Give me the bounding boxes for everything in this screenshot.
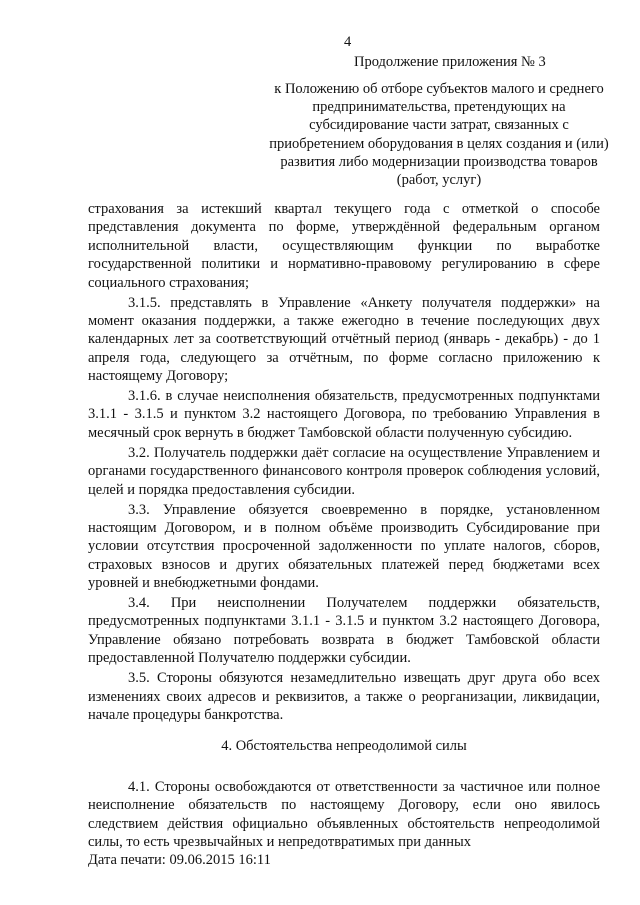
section-heading: 4. Обстоятельства непреодолимой силы xyxy=(221,738,467,754)
paragraph-3-4: 3.4. При неисполнении Получателем поддержки обязательств, предусмотренных подпунктами 3.1.1 - 3.1.5 и пунктом 3.2 настоящего Договора, Управление обязано потребовать возврата в бюджет Тамбовской области предоставленной Получателю поддержки субсидии. xyxy=(88,595,600,667)
paragraph-4-1: 4.1. Стороны освобождаются от ответственности за частичное или полное неисполнение обязательств по настоящему Договору, если оно явилось следствием действия официально объявленных обстоятельств непреодолимой силы, то есть чрезвычайных и непредотвратимых при данных xyxy=(88,779,600,851)
section-4-body xyxy=(88,778,600,852)
paragraph-3-2: 3.2. Получатель поддержки даёт согласие на осуществление Управлением и органами государственного финансового контроля проверок соблюдения условий, целей и порядка предоставления субсидии. xyxy=(88,444,600,498)
paragraph-3-5: 3.5. Стороны обязуются незамедлительно извещать друг друга обо всех изменениях своих адресов и реквизитов, а также о реорганизации, ликвидации, начале процедуры банкротства. xyxy=(88,670,600,723)
page-number: 4 xyxy=(344,34,352,50)
appendix-reference: к Положению об отборе субъектов малого и среднего предпринимательства, претендующих на субсидирование части затрат, связанных с приобретением оборудования в целях создания и (или) развития либо модернизации производства товаров (работ, услуг) xyxy=(269,81,609,189)
paragraph-continuation: страхования за истекший квартал текущего года с отметкой о способе представления документа по форме, утверждённой федеральным органом исполнительной власти, осуществляющим функции по выработке государственной политики и нормативно-правовому регулированию в сфере социального страхования; xyxy=(88,201,600,291)
paragraph-3-1-6: 3.1.6. в случае неисполнения обязательств, предусмотренных подпунктами 3.1.1 - 3.1.5 и пунктом 3.2 настоящего Договора, по требованию Управления в месячный срок вернуть в бюджет Тамбовской области полученную субсидию. xyxy=(88,388,600,441)
appendix-title: Продолжение приложения № 3 xyxy=(354,54,546,70)
paragraph-3-3: 3.3. Управление обязуется своевременно в порядке, установленном настоящим Договором, и в полном объёме производить Субсидирование при условии отсутствия просроченной задолженности по уплате налогов, сборов, страховых взносов и других обязательных платежей перед бюджетами всех уровней и внебюджетными фондами. xyxy=(88,501,600,592)
paragraph-3-1-5: 3.1.5. представлять в Управление «Анкету получателя поддержки» на момент оказания поддержки, а также ежегодно в течение последующих двух календарных лет за соответствующий отчётный период (январь - декабрь) - до 1 апреля года, следующего за отчётным, по форме согласно приложению к настоящему Договору; xyxy=(88,294,600,385)
document-body xyxy=(88,200,600,726)
print-date: Дата печати: 09.06.2015 16:11 xyxy=(88,852,275,869)
